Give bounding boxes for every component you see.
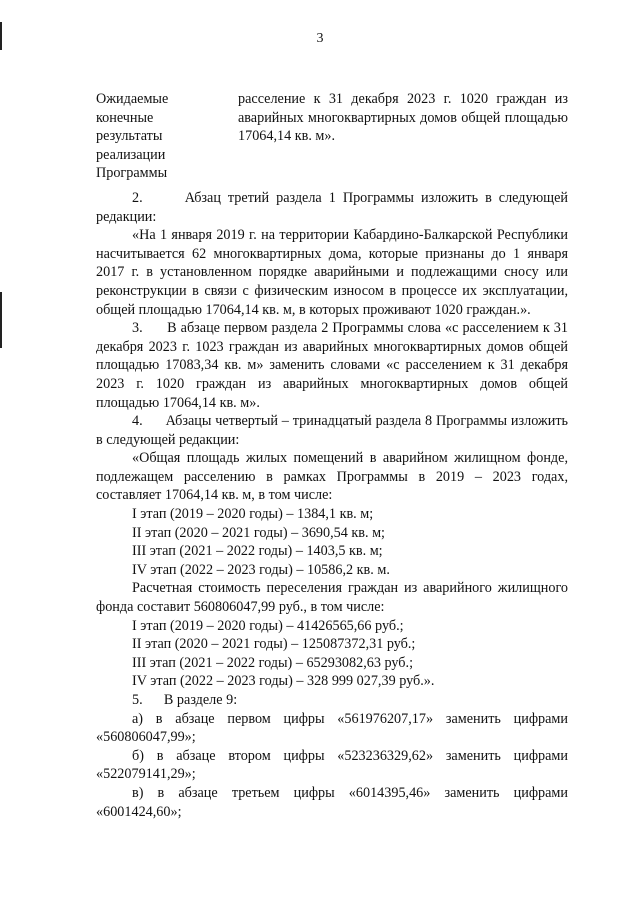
list-item: II этап (2020 – 2021 годы) – 125087372,31 руб.; — [132, 636, 416, 653]
paragraph: а) в абзаце первом цифры «561976207,17» заменить цифрами «560806047,99»; — [96, 710, 568, 746]
paragraph: Расчетная стоимость переселения граждан из аварийного жилищного фонда составит 560806047,99 руб., в том числе: — [96, 580, 568, 616]
list-item: IV этап (2022 – 2023 годы) – 328 999 027,39 руб.». — [132, 673, 435, 690]
list-item: II этап (2020 – 2021 годы) – 3690,54 кв. м; — [132, 524, 385, 541]
list-item: III этап (2021 – 2022 годы) – 65293082,63 руб.; — [132, 654, 414, 671]
table-label-line: Ожидаемые — [96, 91, 169, 107]
table-label-line: конечные — [96, 109, 154, 126]
table-label-cell — [96, 90, 238, 183]
table-value-cell: расселение к 31 декабря 2023 г. 1020 граждан из аварийных многоквартирных домов общей площадью 17064,14 кв. м». — [238, 91, 568, 145]
paragraph: 4. Абзацы четвертый – тринадцатый раздела 8 Программы изложить в следующей редакции: — [96, 413, 568, 448]
table-label-line: Программы — [96, 165, 168, 182]
paragraph: 5. В разделе 9: — [132, 692, 238, 708]
list-item: I этап (2019 – 2020 годы) – 1384,1 кв. м; — [132, 506, 374, 523]
list-item: III этап (2021 – 2022 годы) – 1403,5 кв. м; — [132, 543, 383, 560]
table-label-line: реализации — [96, 146, 166, 163]
paragraph: 3. В абзаце первом раздела 2 Программы слова «с расселением к 31 декабря 2023 г. 1023 граждан из аварийных многоквартирных домов общей площадью 17083,34 кв. м» заменить словами «с расселением к 31 декабря 2023 г. 1020 граждан из аварийных многоквартирных домов общей площадью 17064,14 кв. м». — [96, 320, 568, 411]
paragraph: б) в абзаце втором цифры «523236329,62» заменить цифрами «522079141,29»; — [96, 747, 568, 783]
list-item: IV этап (2022 – 2023 годы) – 10586,2 кв. м. — [132, 561, 390, 578]
list-item: I этап (2019 – 2020 годы) – 41426565,66 руб.; — [132, 617, 404, 634]
page-number: 3 — [316, 31, 324, 46]
program-table-row — [96, 90, 568, 183]
margin-mark — [0, 292, 2, 348]
paragraph: в) в абзаце третьем цифры «6014395,46» заменить цифрами «6001424,60»; — [96, 784, 568, 820]
paragraph: «Общая площадь жилых помещений в аварийном жилищном фонде, подлежащем расселению в рамках Программы в 2019 – 2023 годах, составляет 17064,14 кв. м, в том числе: — [96, 450, 568, 504]
document-body — [96, 90, 568, 821]
paragraph: «На 1 января 2019 г. на территории Кабардино-Балкарской Республики насчитывается 62 многоквартирных дома, которые признаны до 1 января 2017 г. в установленном порядке аварийными и подлежащими сносу или реконструкции в связи с физическим износом в процессе их эксплуатации, общей площадью 17064,14 кв. м, в которых проживают 1020 граждан.». — [96, 227, 568, 318]
table-label-line: результаты — [96, 128, 163, 145]
paragraph: 2. Абзац третий раздела 1 Программы изложить в следующей редакции: — [96, 189, 568, 225]
